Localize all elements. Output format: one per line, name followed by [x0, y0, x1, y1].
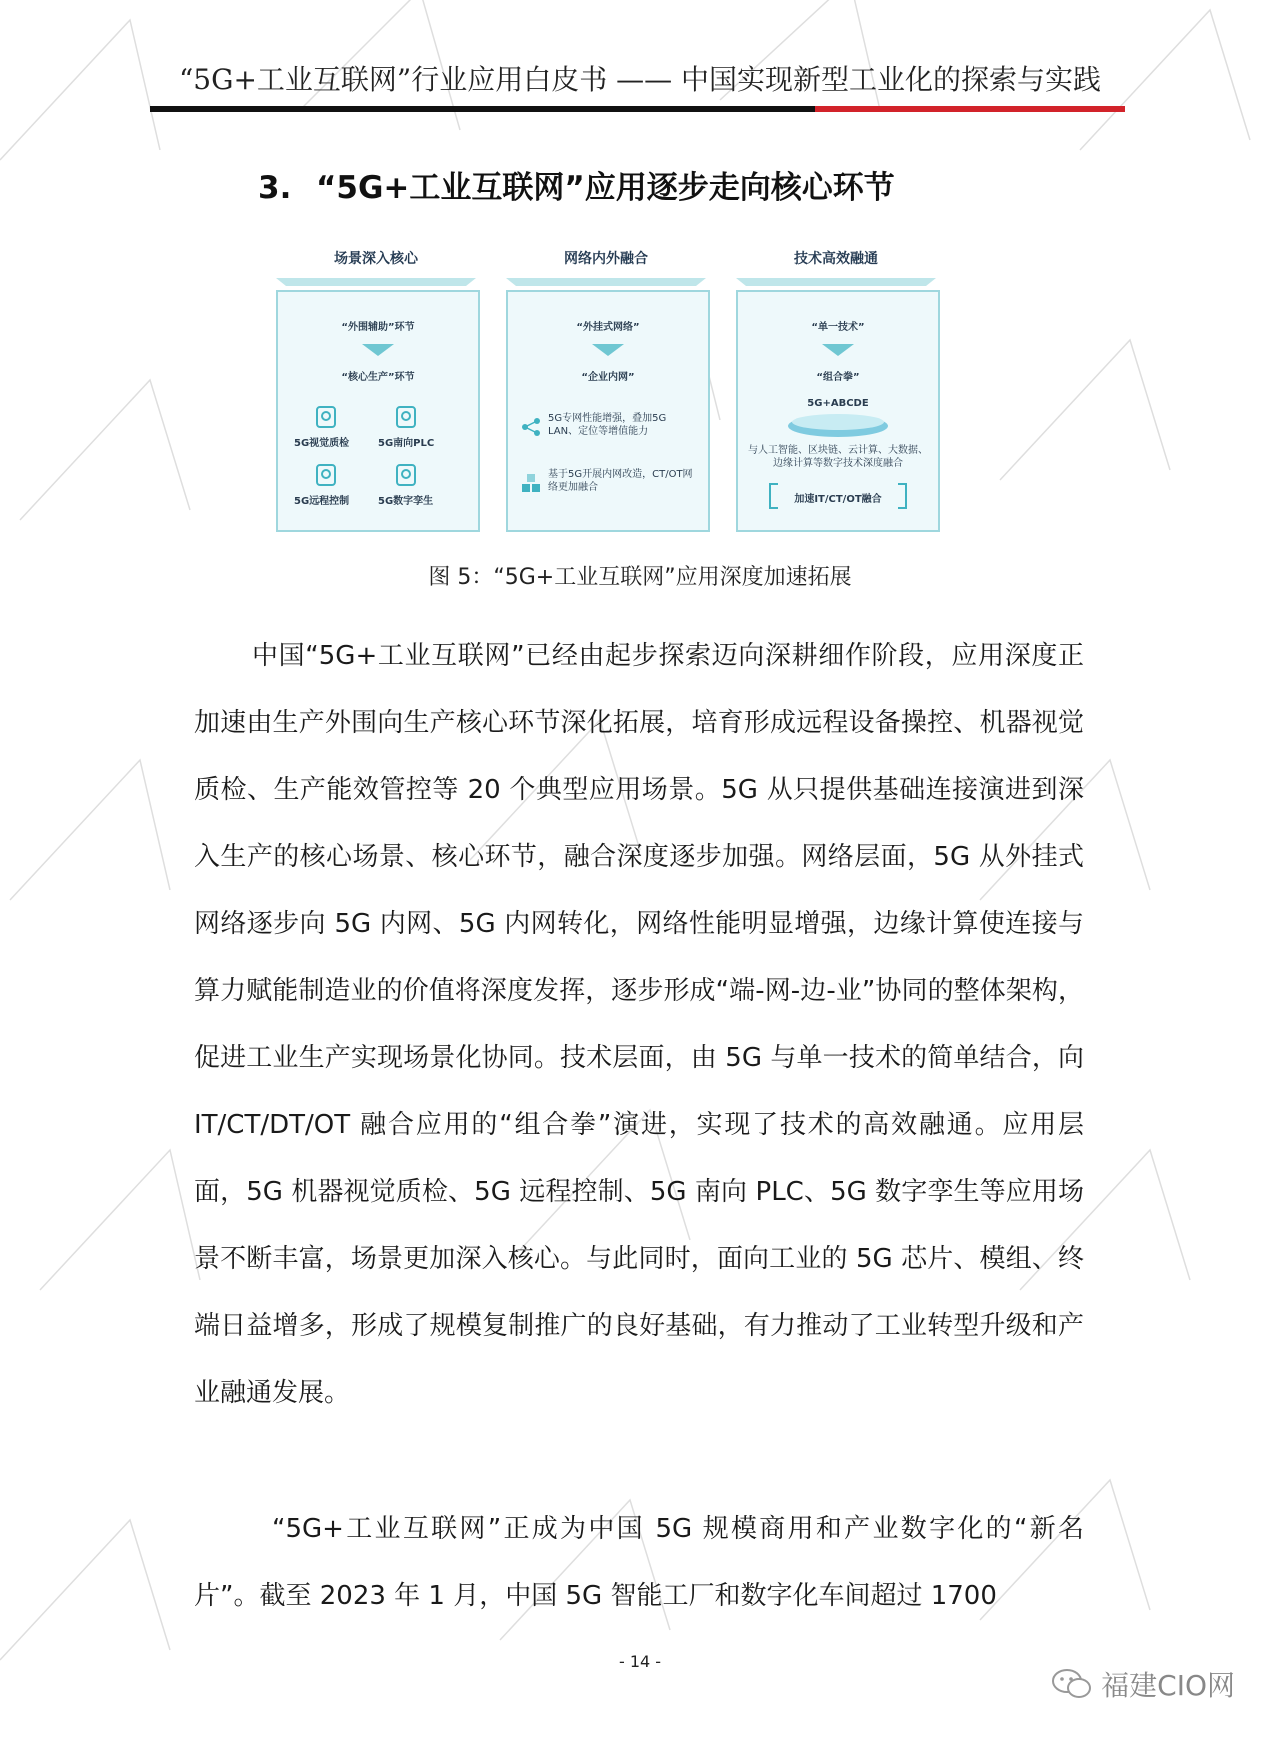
down-arrow-icon — [362, 344, 394, 358]
panel3-desc: 与人工智能、区块链、云计算、大数据、边缘计算等数字技术深度融合 — [748, 445, 928, 469]
wechat-icon — [1051, 1667, 1093, 1701]
digital-twin-icon — [394, 462, 418, 488]
panel2-top-label: “外挂式网络” — [576, 322, 640, 333]
brand-name: 福建CIO网 — [1101, 1669, 1235, 1702]
header-rule-red — [815, 106, 1125, 112]
panel2-bottom-label: “企业内网” — [581, 372, 635, 383]
body-paragraph-2: “5G+工业互联网”正成为中国 5G 规模商用和产业数字化的“新名片”。截至 2023 年 1 月，中国 5G 智能工厂和数字化车间超过 1700 — [194, 1514, 1084, 1611]
section-heading — [258, 162, 895, 207]
section-title-text: “5G+工业互联网”应用逐步走向核心环节 — [316, 170, 895, 206]
plc-icon — [394, 404, 418, 430]
section-number: 3. — [258, 170, 292, 206]
panel1-item: 5G远程控制 — [294, 496, 350, 507]
panel-scene — [276, 290, 480, 532]
share-network-icon — [520, 416, 542, 438]
running-header: “5G+工业互联网”行业应用白皮书 —— 中国实现新型工业化的探索与实践 — [178, 63, 1102, 96]
down-arrow-icon — [592, 344, 624, 358]
panel-title-underline — [736, 264, 936, 290]
brand-watermark — [1051, 1664, 1235, 1704]
panel1-item: 5G南向PLC — [378, 438, 435, 449]
down-arrow-icon — [822, 344, 854, 358]
panel1-item: 5G视觉质检 — [294, 438, 350, 449]
remote-control-icon — [314, 462, 338, 488]
panel3-top-label: “单一技术” — [811, 322, 865, 333]
panel2-item: 5G专网性能增强，叠加5G LAN、定位等增值能力 — [548, 413, 667, 437]
panel3-bottom-label: “组合拳” — [816, 372, 860, 383]
panel1-item: 5G数字孪生 — [378, 496, 434, 507]
platform-disc-icon — [786, 412, 890, 440]
header-rule-black — [150, 106, 815, 112]
quality-check-icon — [314, 404, 338, 430]
panel-title-underline — [506, 264, 706, 290]
panel-tech — [736, 290, 940, 532]
network-blocks-icon — [520, 472, 542, 494]
panel1-top-label: “外围辅助”环节 — [341, 322, 415, 333]
abcde-label: 5G+ABCDE — [807, 398, 869, 409]
panel-title-tech: 技术高效融通 — [794, 251, 878, 267]
panel-title-underline — [276, 264, 476, 290]
figure-caption: 图 5：“5G+工业互联网”应用深度加速拓展 — [428, 565, 852, 590]
figure-5 — [276, 240, 1004, 532]
panel1-bottom-label: “核心生产”环节 — [341, 372, 415, 383]
panel-title-network: 网络内外融合 — [564, 251, 648, 267]
fusion-label: 加速IT/CT/OT融合 — [794, 494, 882, 505]
panel-network — [506, 290, 710, 532]
page-number: - 14 - — [618, 1652, 662, 1671]
panel-title-scene: 场景深入核心 — [334, 251, 418, 267]
body-paragraph-1: 中国“5G+工业互联网”已经由起步探索迈向深耕细作阶段，应用深度正加速由生产外围向生产核心环节深化拓展，培育形成远程设备操控、机器视觉质检、生产能效管控等 20 个典型应用场景。5G 从只提供基础连接演进到深入生产的核心场景、核心环节，融合深度逐步加强。网络层面，5G 从外挂式网络逐步向 5G 内网、5G 内网转化，网络性能明显增强，边缘计算使连接与算力赋能制造业的价值将深度发挥，逐步形成“端-网-边-业”协同的整体架构，促进工业生产实现场景化协同。技术层面，由 5G 与单一技术的简单结合，向 IT/CT/DT/OT 融合应用的“组合拳”演进，实现了技术的高效融通。应用层面，5G 机器视觉质检、5G 远程控制、5G 南向 PLC、5G 数字孪生等应用场景不断丰富，场景更加深入核心。与此同时，面向工业的 5G 芯片、模组、终端日益增多，形成了规模复制推广的良好基础，有力推动了工业转型升级和产业融通发展。 — [194, 641, 1084, 1408]
panel2-item: 基于5G开展内网改造，CT/OT网络更加融合 — [548, 469, 693, 493]
